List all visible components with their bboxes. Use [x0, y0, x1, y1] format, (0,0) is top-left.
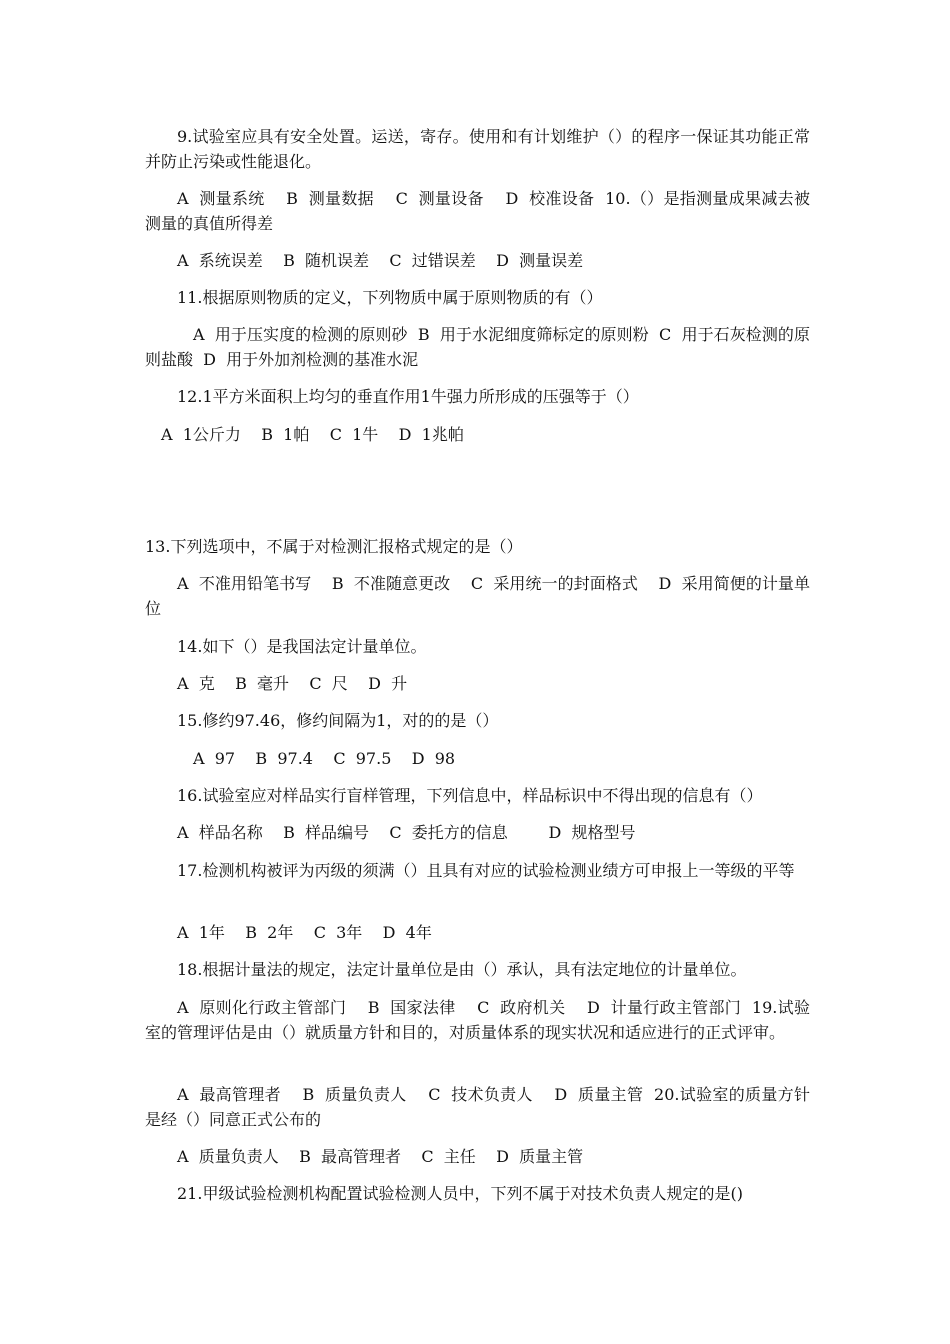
question-11-options: A 用于压实度的检测的原则砂 B 用于水泥细度筛标定的原则粉 C 用于石灰检测的原则盐酸 D 用于外加剂检测的基准水泥 — [145, 325, 810, 369]
question-17: 17.检测机构被评为丙级的须满（）且具有对应的试验检测业绩方可申报上一等级的平等 — [177, 861, 795, 880]
question-12: 12.1平方米面积上均匀的垂直作用1牛强力所形成的压强等于（） — [177, 387, 639, 406]
question-17-options: A 1年 B 2年 C 3年 D 4年 — [177, 923, 432, 942]
question-19-options: A 最高管理者 B 质量负责人 C 技术负责人 D 质量主管 20.试验室的质量方针是经（）同意正式公布的 — [145, 1085, 810, 1129]
question-14-options: A 克 B 毫升 C 尺 D 升 — [177, 674, 408, 693]
question-13: 13.下列选项中，不属于对检测汇报格式规定的是（） — [145, 537, 523, 556]
question-12-options: A 1公斤力 B 1帕 C 1牛 D 1兆帕 — [161, 425, 464, 444]
question-18-options: A 原则化行政主管部门 B 国家法律 C 政府机关 D 计量行政主管部门 19.试验室的管理评估是由（）就质量方针和目的，对质量体系的现实状况和适应进行的正式评审。 — [145, 998, 810, 1042]
question-16: 16.试验室应对样品实行盲样管理，下列信息中，样品标识中不得出现的信息有（） — [177, 786, 763, 805]
question-9-options: A 测量系统 B 测量数据 C 测量设备 D 校准设备 10.（）是指测量成果减去被测量的真值所得差 — [145, 189, 810, 233]
question-18: 18.根据计量法的规定，法定计量单位是由（）承认，具有法定地位的计量单位。 — [177, 960, 747, 979]
question-11: 11.根据原则物质的定义，下列物质中属于原则物质的有（） — [177, 288, 603, 307]
question-10-options: A 系统误差 B 随机误差 C 过错误差 D 测量误差 — [177, 251, 584, 270]
question-13-options: A 不准用铅笔书写 B 不准随意更改 C 采用统一的封面格式 D 采用简便的计量单位 — [145, 574, 810, 618]
question-14: 14.如下（）是我国法定计量单位。 — [177, 637, 427, 656]
question-20-options: A 质量负责人 B 最高管理者 C 主任 D 质量主管 — [177, 1147, 584, 1166]
question-16-options: A 样品名称 B 样品编号 C 委托方的信息 D 规格型号 — [177, 823, 636, 842]
question-15-options: A 97 B 97.4 C 97.5 D 98 — [193, 749, 456, 768]
question-9: 9.试验室应具有安全处置。运送，寄存。使用和有计划维护（）的程序一保证其功能正常并防止污染或性能退化。 — [145, 127, 810, 171]
question-15: 15.修约97.46，修约间隔为1，对的的是（） — [177, 711, 499, 730]
question-21: 21.甲级试验检测机构配置试验检测人员中，下列不属于对技术负责人规定的是() — [177, 1184, 743, 1203]
